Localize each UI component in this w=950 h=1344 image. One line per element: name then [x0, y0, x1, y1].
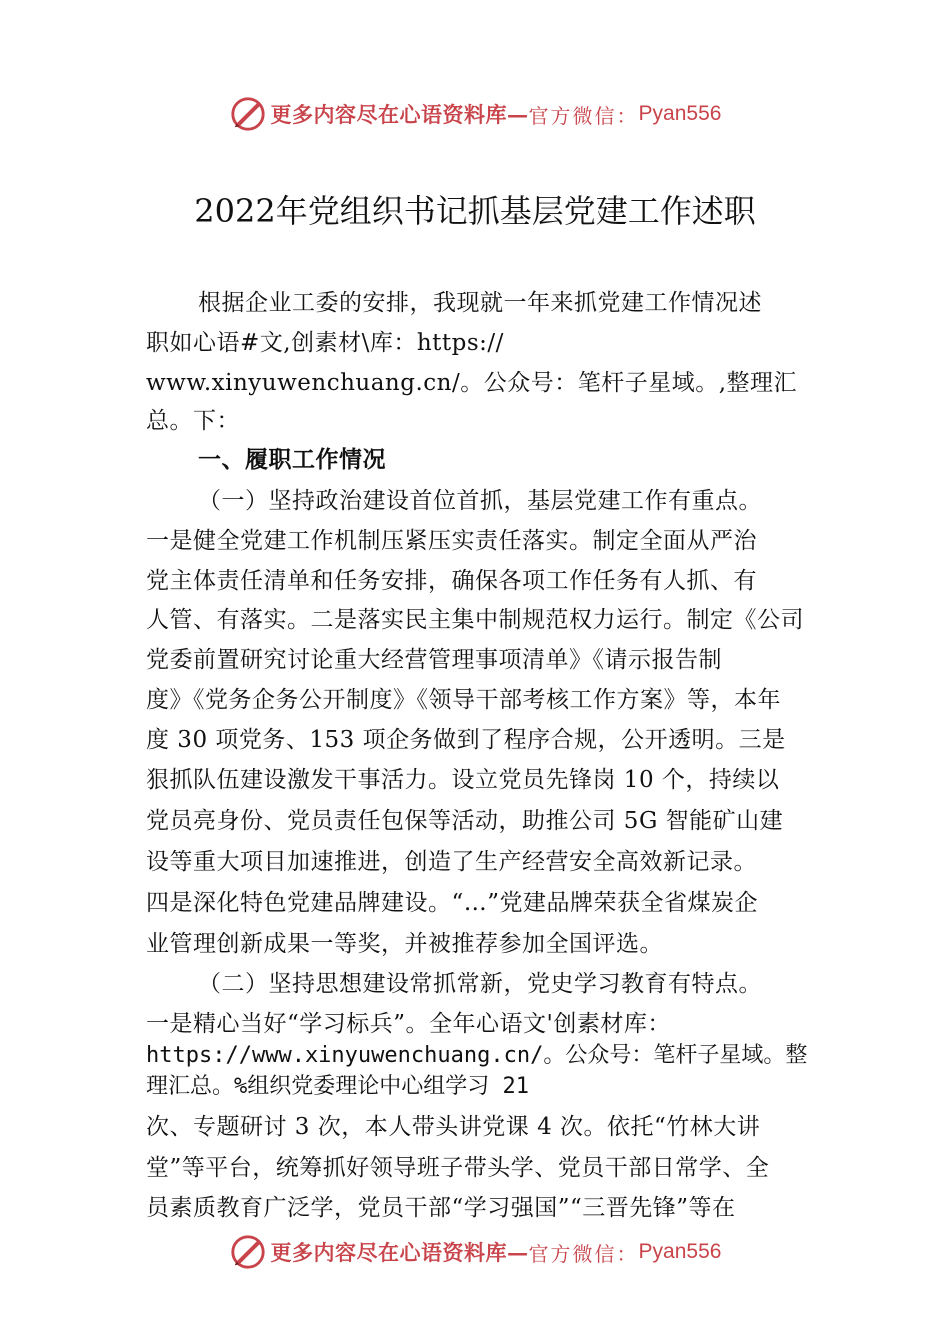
body-line: 党主体责任清单和任务安排，确保各项工作任务有人抓、有 — [146, 568, 757, 594]
banner-wechat-id: Pyan556 — [638, 102, 722, 125]
body-line: 度》《党务企务公开制度》《领导干部考核工作方案》等，本年 — [146, 687, 781, 713]
banner-text: 更多内容尽在心语资料库— — [270, 102, 529, 127]
body-line: 总。下： — [146, 408, 240, 434]
body-line: 人管、有落实。二是落实民主集中制规范权力运行。制定《公司 — [146, 607, 804, 633]
body-line: 四是深化特色党建品牌建设。“…”党建品牌荣获全省煤炭企 — [146, 890, 759, 916]
body-line: 职如心语#文,创素材\库：https:// — [146, 330, 504, 356]
banner-text: 更多内容尽在心语资料库— — [270, 1240, 529, 1265]
body-line: 员素质教育广泛学，党员干部“学习强国”“三晋先锋”等在 — [146, 1195, 736, 1221]
pen-seal-logo-icon — [229, 95, 267, 133]
subsection-heading: （一）坚持政治建设首位首抓，基层党建工作有重点。 — [198, 488, 762, 514]
body-line: 次、专题研讨 3 次，本人带头讲党课 4 次。依托“竹林大讲 — [146, 1114, 761, 1140]
body-line: 理汇总。%组织党委理论中心组学习 21 — [146, 1074, 529, 1099]
subsection-heading: （二）坚持思想建设常抓常新，党史学习教育有特点。 — [198, 971, 762, 997]
section-heading: 一、履职工作情况 — [198, 447, 386, 473]
body-line: 党委前置研究讨论重大经营管理事项清单》《请示报告制 — [146, 647, 722, 673]
body-line: 堂”等平台，统筹抓好领导班子带头学、党员干部日常学、全 — [146, 1155, 770, 1181]
body-line: 度 30 项党务、153 项企务做到了程序合规，公开透明。三是 — [146, 727, 786, 753]
body-line: 党员亮身份、党员责任包保等活动，助推公司 5G 智能矿山建 — [146, 808, 784, 834]
banner-wechat-label: 官方微信： — [528, 103, 639, 128]
body-line: www.xinyuwenchuang.cn/。公众号：笔杆子星域。,整理汇 — [146, 370, 798, 396]
body-line: 一是健全党建工作机制压紧压实责任落实。制定全面从严治 — [146, 528, 757, 554]
document-title: 2022年党组织书记抓基层党建工作述职 — [194, 192, 756, 230]
body-line: 业管理创新成果一等奖，并被推荐参加全国评选。 — [146, 931, 663, 957]
body-line: 一是精心当好“学习标兵”。全年心语文'创素材库： — [146, 1011, 671, 1037]
pen-seal-logo-icon — [229, 1233, 267, 1271]
header-banner — [0, 94, 950, 134]
footer-banner — [0, 1232, 950, 1272]
banner-wechat-id: Pyan556 — [638, 1240, 722, 1263]
body-line: 狠抓队伍建设激发干事活力。设立党员先锋岗 10 个，持续以 — [146, 767, 780, 793]
body-line: 根据企业工委的安排，我现就一年来抓党建工作情况述 — [198, 290, 762, 316]
banner-wechat-label: 官方微信： — [528, 1241, 639, 1266]
body-line: https://www.xinyuwenchuang.cn/。公众号：笔杆子星域。整 — [146, 1043, 808, 1068]
body-line: 设等重大项目加速推进，创造了生产经营安全高效新记录。 — [146, 849, 757, 875]
